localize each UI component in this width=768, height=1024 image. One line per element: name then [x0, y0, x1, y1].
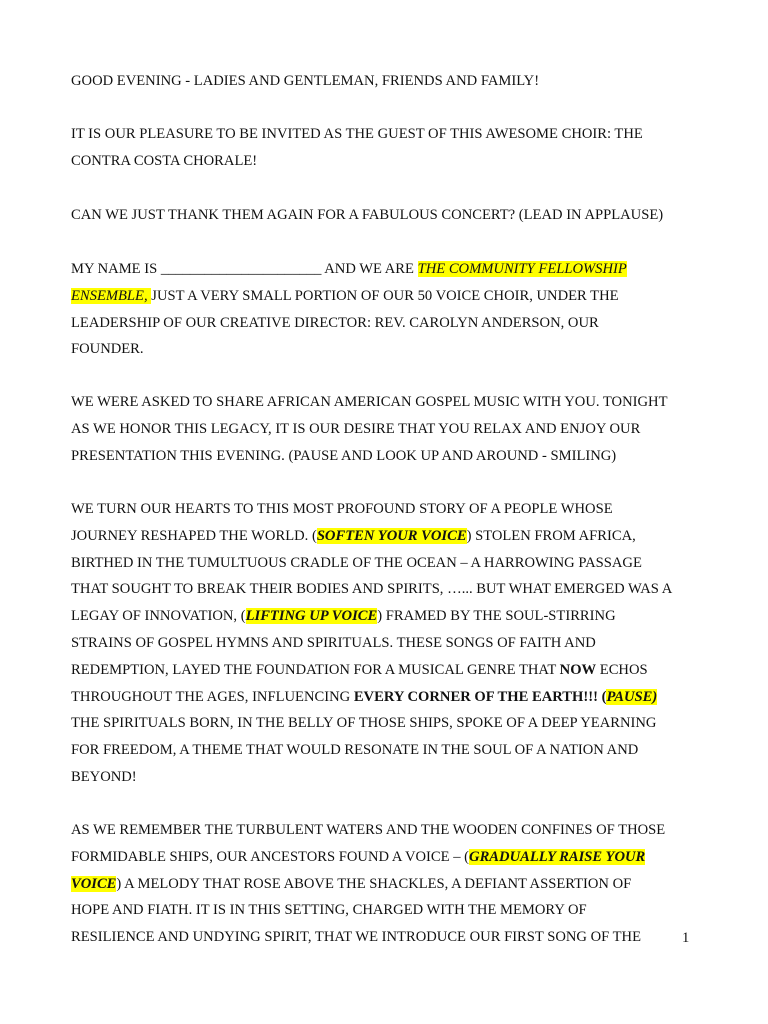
remember-line-3-end: ) A MELODY THAT ROSE ABOVE THE SHACKLES, A DEFIANT ASSERTION OF [116, 875, 632, 892]
remember-line-4: HOPE AND FIATH. IT IS IN THIS SETTING, CHARGED WITH THE MEMORY OF [71, 902, 587, 919]
story-line-11: BEYOND! [71, 768, 137, 785]
story-line-2-text: JOURNEY RESHAPED THE WORLD. ( [71, 527, 317, 544]
share-line-2: AS WE HONOR THIS LEGACY, IT IS OUR DESIRE THAT YOU RELAX AND ENJOY OUR [71, 420, 641, 437]
cue-pause: PAUSE) [606, 688, 658, 705]
story-line-7-text: REDEMPTION, LAYED THE FOUNDATION FOR A MUSICAL GENRE THAT [71, 661, 560, 678]
story-line-2-end: ) STOLEN FROM AFRICA, [466, 527, 636, 544]
greeting-line [71, 68, 703, 95]
story-line-8-text: THROUGHOUT THE AGES, INFLUENCING [71, 688, 354, 705]
name-line-4: FOUNDER. [71, 341, 144, 358]
story-line-3: BIRTHED IN THE TUMULTUOUS CRADLE OF THE OCEAN – A HARROWING PASSAGE [71, 554, 642, 571]
remember-paragraph [71, 817, 703, 951]
share-line-3: PRESENTATION THIS EVENING. (PAUSE AND LOOK UP AND AROUND - SMILING) [71, 447, 617, 464]
emphasis-now: NOW [559, 661, 597, 678]
story-line-1: WE TURN OUR HEARTS TO THIS MOST PROFOUND STORY OF A PEOPLE WHOSE [71, 501, 613, 517]
story-line-4: THAT SOUGHT TO BREAK THEIR BODIES AND SPIRITS, …... BUT WHAT EMERGED WAS A [71, 581, 673, 598]
emphasis-every-corner: EVERY CORNER OF THE EARTH!!! ( [353, 688, 607, 705]
share-line-1: WE WERE ASKED TO SHARE AFRICAN AMERICAN GOSPEL MUSIC WITH YOU. TONIGHT [71, 394, 668, 410]
name-line-1-text: MY NAME IS ______________________ AND WE ARE [71, 261, 418, 277]
invite-line-1: IT IS OUR PLEASURE TO BE INVITED AS THE GUEST OF THIS AWESOME CHOIR: THE [71, 126, 643, 142]
invite-line-2: CONTRA COSTA CHORALE! [71, 152, 258, 169]
cue-raise-voice: GRADUALLY RAISE YOUR [469, 848, 646, 865]
story-line-5-text: LEGAY OF INNOVATION, ( [71, 608, 246, 625]
ensemble-name-highlight-cont: ENSEMBLE, [71, 287, 152, 304]
story-paragraph [71, 496, 703, 791]
story-line-10: FOR FREEDOM, A THEME THAT WOULD RESONATE IN THE SOUL OF A NATION AND [71, 742, 639, 759]
cue-raise-voice-cont: VOICE [71, 875, 117, 892]
cue-soften-voice: SOFTEN YOUR VOICE [316, 527, 467, 544]
thanks-paragraph [71, 202, 703, 229]
name-paragraph [71, 256, 703, 363]
greeting-text: GOOD EVENING - LADIES AND GENTLEMAN, FRIENDS AND FAMILY! [71, 73, 540, 89]
thanks-line: CAN WE JUST THANK THEM AGAIN FOR A FABULOUS CONCERT? (LEAD IN APPLAUSE) [71, 207, 664, 223]
page-number: 1 [682, 930, 690, 946]
name-line-2-text: JUST A VERY SMALL PORTION OF OUR 50 VOICE CHOIR, UNDER THE [151, 287, 619, 304]
name-line-3: LEADERSHIP OF OUR CREATIVE DIRECTOR: REV. CAROLYN ANDERSON, OUR [71, 314, 599, 331]
story-line-7-end: ECHOS [596, 661, 648, 678]
ensemble-name-highlight: THE COMMUNITY FELLOWSHIP [417, 261, 627, 277]
cue-lifting-voice: LIFTING UP VOICE [245, 608, 378, 625]
remember-line-1: AS WE REMEMBER THE TURBULENT WATERS AND THE WOODEN CONFINES OF THOSE [71, 822, 666, 838]
story-line-6: STRAINS OF GOSPEL HYMNS AND SPIRITUALS. THESE SONGS OF FAITH AND [71, 634, 596, 651]
story-line-5-end: ) FRAMED BY THE SOUL-STIRRING [377, 608, 616, 625]
share-paragraph [71, 389, 703, 469]
remember-line-2-text: FORMIDABLE SHIPS, OUR ANCESTORS FOUND A VOICE – ( [71, 848, 470, 865]
remember-line-5: RESILIENCE AND UNDYING SPIRIT, THAT WE INTRODUCE OUR FIRST SONG OF THE [71, 929, 641, 946]
invite-paragraph [71, 121, 703, 175]
story-line-9: THE SPIRITUALS BORN, IN THE BELLY OF THOSE SHIPS, SPOKE OF A DEEP YEARNING [71, 715, 657, 732]
